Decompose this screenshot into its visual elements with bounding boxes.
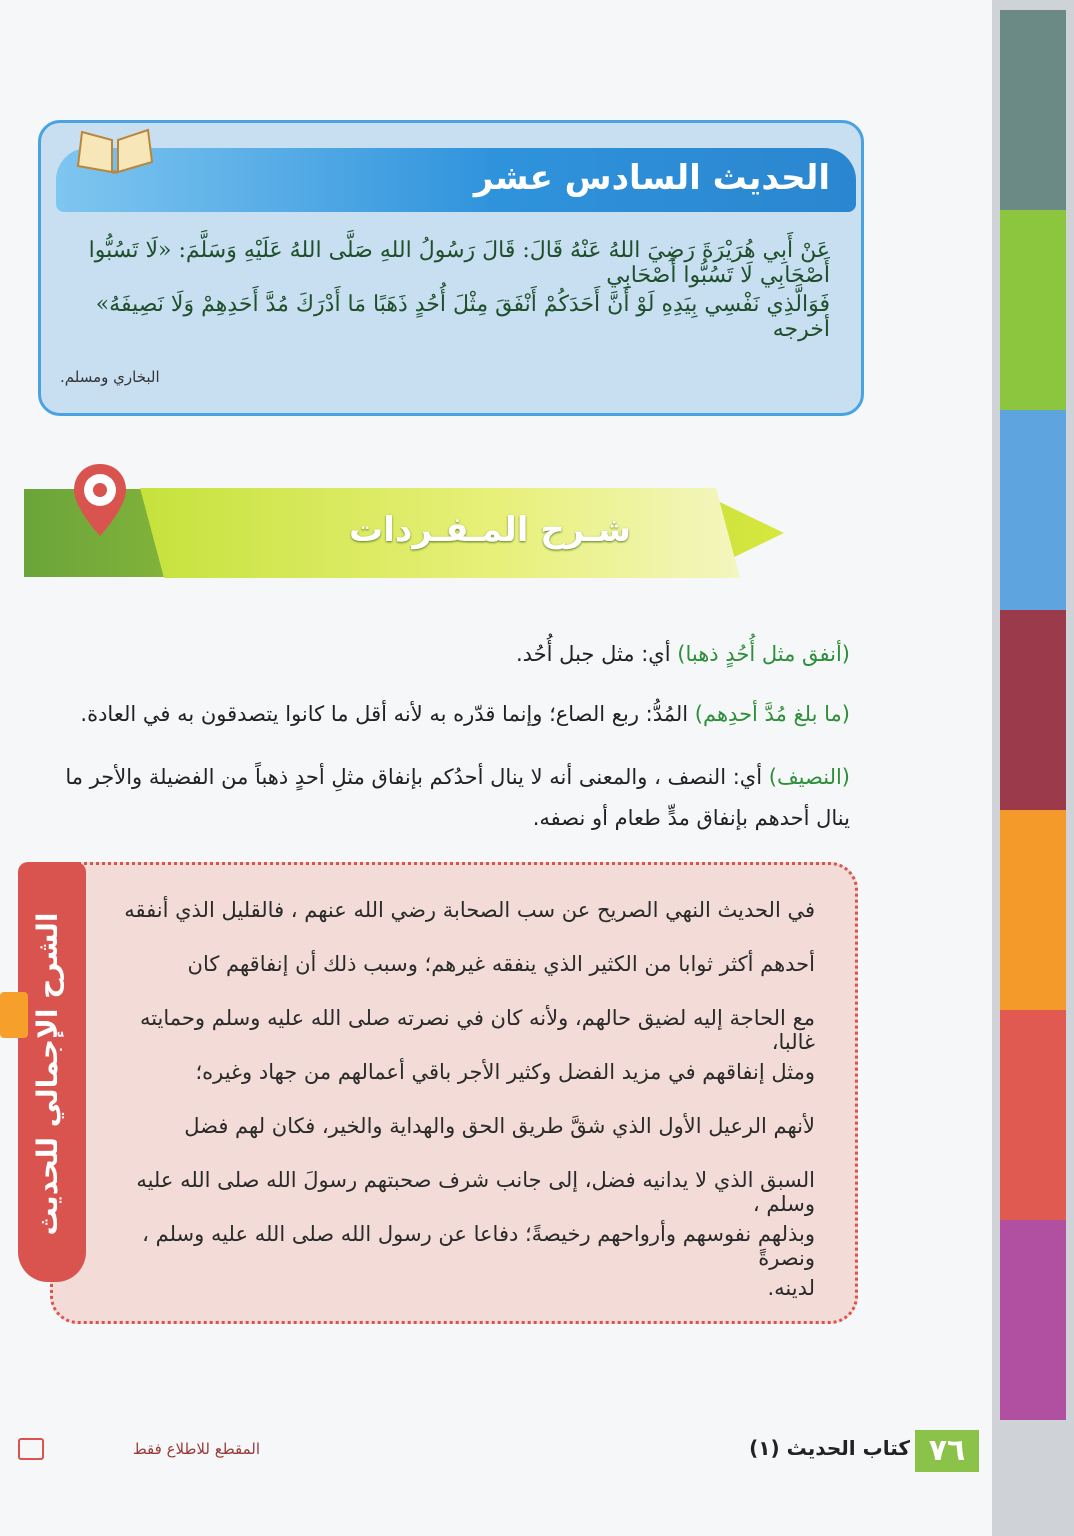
head-gear-pin-icon — [70, 460, 130, 540]
explanation-line: لدينه. — [767, 1276, 815, 1300]
tab-purple — [1000, 1220, 1066, 1420]
vocab-item-2 — [60, 702, 850, 726]
vocab-term: (أنفق مثل أُحُدٍ ذهبا) — [677, 642, 850, 666]
footer-note: المقطع للاطلاع فقط — [132, 1440, 260, 1458]
explanation-line: في الحديث النهي الصريح عن سب الصحابة رضي الله عنهم ، فالقليل الذي أنفقه — [124, 898, 815, 922]
hadith-source: البخاري ومسلم. — [60, 368, 160, 386]
tab-gray — [1000, 10, 1066, 210]
vocab-term: (النصيف) — [768, 765, 850, 789]
tab-green — [1000, 210, 1066, 410]
hadith-title: الحديث السادس عشر — [473, 158, 830, 198]
vocab-title: شـرح المـفـردات — [349, 510, 631, 550]
vocab-item-3-continuation: ينال أحدهم بإنفاق مدٍّ طعام أو نصفه. — [532, 806, 850, 830]
explanation-line: لأنهم الرعيل الأول الذي شقَّ طريق الحق والهداية والخير، فكان لهم فضل — [184, 1114, 815, 1138]
explanation-line: أحدهم أكثر ثوابا من الكثير الذي ينفقه غيرهم؛ وسبب ذلك أن إنفاقهم كان — [187, 952, 815, 976]
open-book-icon — [70, 122, 160, 182]
vocab-definition: المُدُّ: ربع الصاع؛ وإنما قدّره به لأنه أقل ما كانوا يتصدقون به في العادة. — [80, 702, 689, 726]
book-title: كتاب الحديث (١) — [749, 1436, 910, 1460]
vocab-term: (ما بلغ مُدَّ أحدِهم) — [694, 702, 850, 726]
explanation-side-label: الشرح الإجمالي للحديث — [31, 912, 64, 1236]
vocab-definition: أي: النصف ، والمعنى أنه لا ينال أحدُكم بإنفاق مثلِ أحدٍ ذهباً من الفضيلة والأجر ما — [65, 765, 763, 789]
explanation-line: مع الحاجة إليه لضيق حالهم، ولأنه كان في نصرته صلى الله عليه وسلم وحمايته غالبا، — [139, 1006, 815, 1054]
explanation-line: ومثل إنفاقهم في مزيد الفضل وكثير الأجر باقي أعمالهم من جهاد وغيره؛ — [195, 1060, 815, 1084]
explanation-line: السبق الذي لا يدانيه فضل، إلى جانب شرف صحبتهم رسولَ الله صلى الله عليه وسلم ، — [136, 1168, 815, 1216]
vocab-item-3 — [60, 765, 850, 789]
bookmark-icon — [0, 992, 28, 1038]
vocab-item-1 — [60, 642, 850, 666]
tab-blue — [1000, 410, 1066, 610]
hadith-text-line-1: عَنْ أَبِي هُرَيْرَةَ رَضِيَ اللهُ عَنْهُ قَالَ: قَالَ رَسُولُ اللهِ صَلَّى اللهُ عَلَيْهِ وَسَلَّمَ: «لَا تَسُبُّوا أَصْحَابِي لَا تَسُبُّوا أَصْحَابِي — [88, 238, 830, 288]
explanation-line: وبذلهم نفوسهم وأرواحهم رخيصةً؛ دفاعا عن رسول الله صلى الله عليه وسلم ، ونصرةً — [142, 1222, 815, 1270]
tab-orange — [1000, 810, 1066, 1010]
vocab-definition: أي: مثل جبل أُحُد. — [515, 642, 671, 666]
tab-maroon — [1000, 610, 1066, 810]
book-edge-tabs — [992, 0, 1074, 1536]
page-number: ٧٦ — [915, 1430, 979, 1472]
tab-red — [1000, 1010, 1066, 1220]
hadith-text-line-2: فَوَالَّذِي نَفْسِي بِيَدِهِ لَوْ أَنَّ أَحَدَكُمْ أَنْفَقَ مِثْلَ أُحُدٍ ذَهَبًا مَا أَدْرَكَ مُدَّ أَحَدِهِمْ وَلَا نَصِيفَهُ» أخرجه — [95, 292, 830, 342]
